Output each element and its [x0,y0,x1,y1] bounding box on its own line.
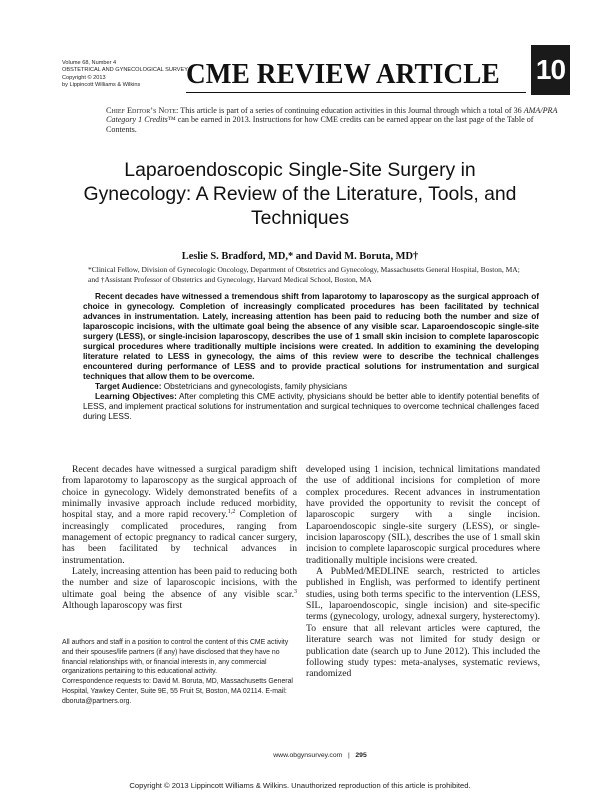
target-audience-text: Obstetricians and gynecologists, family physicians [161,382,348,391]
learning-objectives-label: Learning Objectives: [95,392,177,401]
article-type-banner [186,58,526,96]
journal-meta [62,60,202,90]
abstract [83,292,539,422]
journal-copyright: Copyright © 2013 [62,74,106,81]
correspondence-note: Correspondence requests to: David M. Boruta, MD, Massachusetts General Hospital, Yawkey Center, Suite 9E, 55 Fruit St, Boston, MA 02114. E-mail: dboruta@partners.org. [62,678,293,705]
target-audience [83,382,539,392]
body-text: Recent decades have witnessed a surgical paradigm shift from laparotomy to laparoscopy as the surgical approach of choice in gynecology. Widely demonstrated benefits of a minimally invasive approach include reduced morbidity, hospital stay, and a more rapid recovery. [62,464,297,521]
body-paragraph: A PubMed/MEDLINE search, restricted to articles published in English, was performed to identify pertinent studies, using both terms specific to the intervention (LESS, SIL, laparoendoscopic, single incision) and site-specific terms (gynecology, urology, adnexal surgery, hysterectomy). To ensure that all relevant articles were captured, the literature search was not limited for study design or publication date (search up to June 2012). This included the following study types: meta-analyses, systematic reviews, randomized [306,566,540,680]
article-number-badge: 10 [531,45,570,95]
body-paragraph [62,464,297,566]
learning-objectives [83,392,539,422]
editor-note-text: This article is part of a series of continuing education activities in this Journal through which a total of 36 [178,106,524,115]
body-column-left [62,464,297,611]
body-text: Although laparoscopy was first [62,600,183,612]
journal-volume: Volume 68, Number 4 [62,60,117,66]
editor-note-credits: AMA/PRA Category 1 Credits [106,106,558,125]
banner-rule [186,92,526,93]
journal-name: OBSTETRICAL AND GYNECOLOGICAL SURVEY [62,67,188,74]
page-number: 295 [355,752,367,759]
body-text: Completion of increasingly complicated procedures, ranging from management of ectopic pregnancy to radical cancer surgery, has been facilitated by technical advances in instrumentation. [62,509,297,566]
footnote [62,638,297,707]
target-audience-label: Target Audience: [95,382,162,391]
article-authors: Leslie S. Bradford, MD,* and David M. Boruta, MD† [181,251,419,262]
article-type-title: CME REVIEW ARTICLE [186,58,500,90]
body-column-right [306,464,540,680]
editor-note-text-end: ™ can be earned in 2013. Instructions for how CME credits can be earned appear on the last page of the Table of Contents. [106,115,534,134]
body-paragraph [62,566,297,611]
copyright-notice: Copyright © 2013 Lippincott Williams & Wilkins. Unauthorized reproduction of this article is prohibited. [129,781,471,790]
citation-ref[interactable]: 3 [294,588,297,595]
footer-separator: | [347,752,350,759]
author-affiliations: *Clinical Fellow, Division of Gynecologic Oncology, Department of Obstetrics and Gynecology, Massachusetts General Hospital, Boston, MA; and †Assistant Professor of Obstetrics and Gynecology, Harvard Medical School, Boston, MA [88,265,520,284]
editor-note-lead: Chief Editor’s Note: [106,106,179,115]
disclosure-note: All authors and staff in a position to control the content of this CME activity and their spouses/life partners (if any) have disclosed that they have no financial relationships with, or financial interests in, any commercial organizations pertaining to this educational activity. [62,639,289,676]
page-footer [190,752,450,759]
article-title: Laparoendoscopic Single-Site Surgery in Gynecology: A Review of the Literature, Tools, and Techniques [83,159,517,229]
journal-publisher: by Lippincott Williams & Wilkins [62,82,141,89]
citation-ref[interactable]: 1,2 [227,509,236,516]
journal-url[interactable]: www.obgynsurvey.com [273,752,343,759]
abstract-body: Recent decades have witnessed a tremendous shift from laparotomy to laparoscopy as the surgical approach of choice in gynecology. Completion of increasingly complicated procedures has been facilitated by technical advances in instrumentation. Lately, increasing attention has been paid to reducing both the number and size of laparoscopic incisions, with the ultimate goal being the absence of any visible scar. Laparoendoscopic single-site surgery (LESS), or single-incision laparoscopy, describes the use of 1 small skin incision to complete laparoscopic surgical procedures where traditionally multiple incisions were created. In addition to examining the developing literature related to LESS in gynecology, the aims of this review were to describe the technical challenges encountered during performance of LESS and to provide practical solutions for instrumentation and surgical techniques that allow them to be overcome. [83,292,539,381]
editor-note [106,106,558,134]
body-paragraph: developed using 1 incision, technical limitations mandated the use of additional incisions for completion of more complex procedures. Recent advances in instrumentation have provided the opportunity to revisit the concept of laparoscopic surgery with a single incision. Laparoendoscopic single-site surgery (LESS), or single-incision laparoscopy (SIL), describes the use of 1 small skin incision to complete laparoscopic surgical procedures where traditionally multiple incisions were created. [306,464,540,566]
learning-objectives-text: After completing this CME activity, physicians should be better able to identify potential benefits of LESS, and implement practical solutions for instrumentation and surgical techniques to overcome technical challenges faced during LESS. [83,392,540,421]
body-text: Lately, increasing attention has been paid to reducing both the number and size of laparoscopic incisions, with the ultimate goal being the absence of any visible scar. [62,566,297,600]
